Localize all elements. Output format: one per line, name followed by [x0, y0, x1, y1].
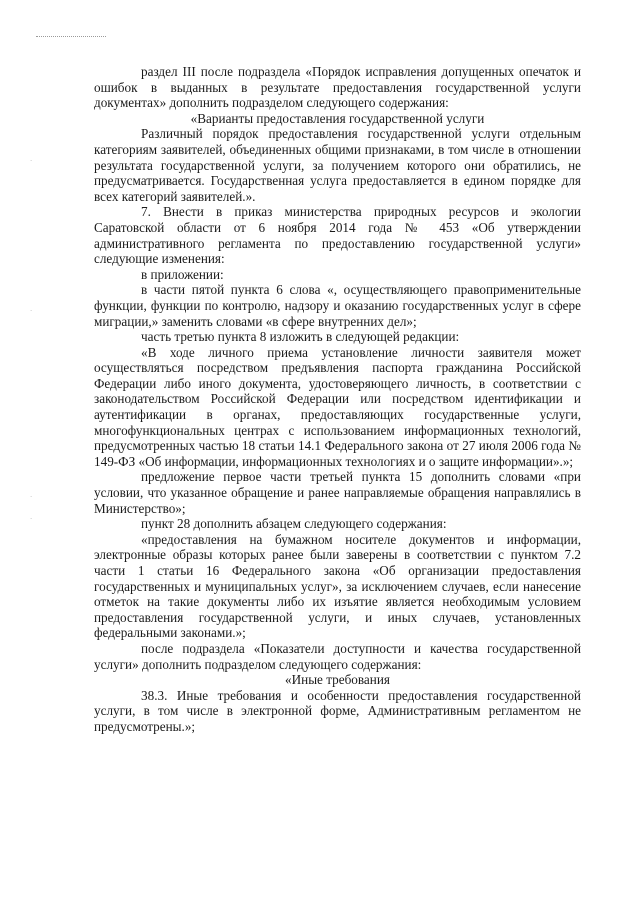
- paragraph: Различный порядок предоставления государственной услуги отдельным категориям заявителей, объединенных общими признаками, в том числе в отношении результата государственной услуги, за получением которого они обратились, не предусматривается. Государственная услуга предоставляется в едином порядке для всех категорий заявителей.».: [94, 126, 581, 204]
- paragraph: часть третью пункта 8 изложить в следующей редакции:: [141, 329, 460, 345]
- document-body: [94, 64, 581, 735]
- paragraph: предложение первое части третьей пункта 15 дополнить словами «при условии, что указанное обращение и ранее направляемые обращения направлялись в Министерство»;: [94, 469, 581, 516]
- margin-mark: ·: [30, 493, 33, 501]
- paragraph: в части пятой пункта 6 слова «, осуществляющего правоприменительные функции, функции по контролю, надзору и оказанию государственных услуг в сфере миграции,» заменить словами «в сфере внутренних дел»;: [94, 282, 581, 329]
- margin-mark: ·: [30, 157, 33, 165]
- paragraph: 38.3. Иные требования и особенности предоставления государственной услуги, в том числе в электронной форме, Административным регламентом не предусмотрены.»;: [94, 687, 581, 734]
- margin-mark: ·: [30, 515, 33, 523]
- paragraph: «предоставления на бумажном носителе документов и информации, электронные образы которых ранее были заверены в соответствии с пунктом 7.2 части 1 статьи 16 Федерального закона «Об организации предоставления государственных и муниципальных услуг», за исключением случаев, если нанесение отметок на такие документы либо их изъятие является необходимым условием предоставления государственной услуги, и иных случаев, установленных федеральными законами.»;: [94, 531, 581, 641]
- paragraph: 7. Внести в приказ министерства природных ресурсов и экологии Саратовской области от 6 ноября 2014 года № 453 «Об утверждении административного регламента по предоставлению государственной услуги» следующие изменения:: [94, 204, 581, 267]
- scan-header-mark: [36, 36, 106, 37]
- paragraph: пункт 28 дополнить абзацем следующего содержания:: [141, 516, 447, 532]
- section-heading-variants: «Варианты предоставления государственной услуги: [190, 110, 485, 126]
- paragraph: «В ходе личного приема установление личности заявителя может осуществляться посредством предъявления паспорта гражданина Российской Федерации либо иного документа, удостоверяющего личность, в соответствии с законодательством Российской Федерации или посредством идентификации и аутентификации в органах, предоставляющих государственные услуги, многофункциональных центрах с использованием информационных технологий, предусмотренных частью 18 статьи 14.1 Федерального закона от 27 июля 2006 года № 149-ФЗ «Об информации, информационных технологиях и о защите информации».»;: [94, 344, 581, 469]
- margin-mark: ·: [30, 307, 33, 315]
- paragraph: в приложении:: [141, 266, 224, 282]
- paragraph: после подраздела «Показатели доступности и качества государственной услуги» дополнить подразделом следующего содержания:: [94, 640, 581, 672]
- section-heading-other-requirements: «Иные требования: [285, 672, 390, 688]
- paragraph: раздел III после подраздела «Порядок исправления допущенных опечаток и ошибок в выданных в результате предоставления государственной услуги документах» дополнить подразделом следующего содержания:: [94, 64, 581, 111]
